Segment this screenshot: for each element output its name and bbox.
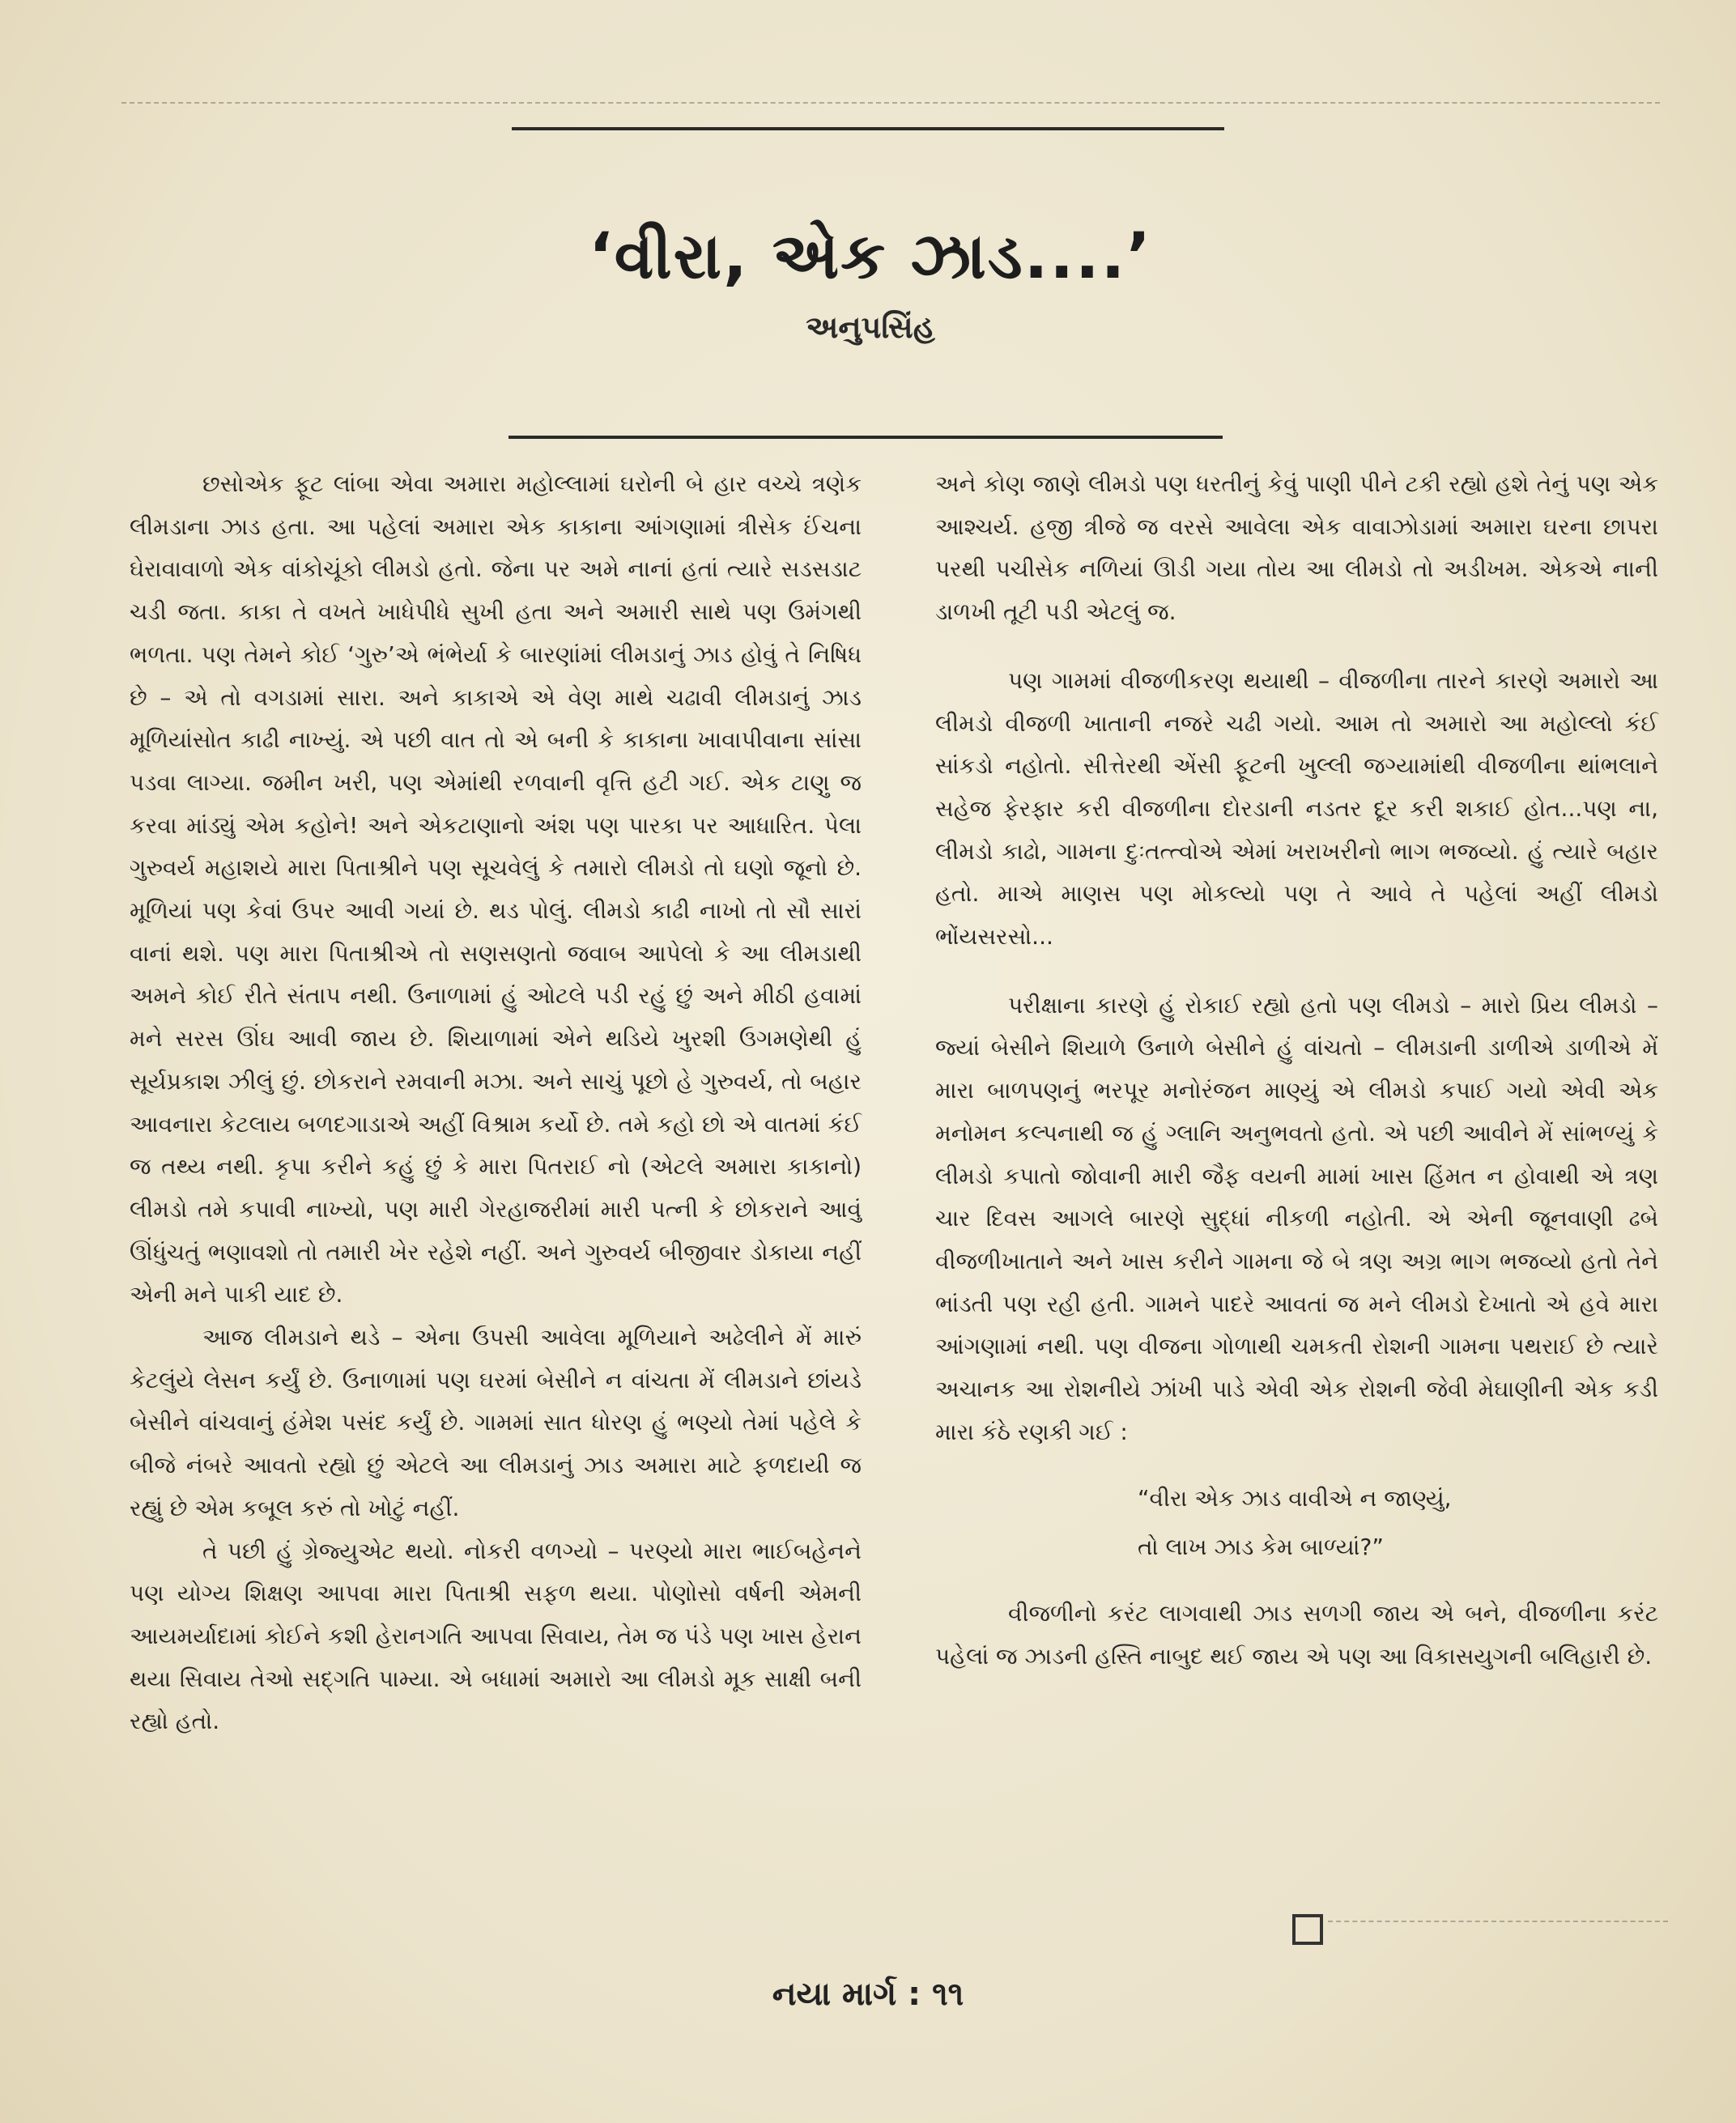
poem-quote <box>1138 1474 1658 1572</box>
poem-line: તો લાખ ઝાડ કેમ બાળ્યાં?” <box>1138 1534 1384 1561</box>
end-mark-box <box>1292 1914 1323 1945</box>
page-footer: નયા માર્ગ : ૧૧ <box>772 1976 964 2013</box>
top-edge-dashes <box>121 102 1660 104</box>
paragraph: છસોએક ફૂટ લાંબા એવા અમારા મહોલ્લામાં ઘરોની બે હાર વચ્ચે ત્રણેક લીમડાના ઝાડ હતા. આ પહેલાં અમારા એક કાકાના આંગણામાં ત્રીસેક ઈંચના ઘેરાવાવાળો એક વાંકોચૂંકો લીમડો હતો. જેના પર અમે નાનાં હતાં ત્યારે સડસડાટ ચડી જતા. કાકા તે વખતે ખાધેપીધે સુખી હતા અને અમારી સાથે પણ ઉમંગથી ભળતા. પણ તેમને કોઈ ‘ગુરુ’એ ભંભેર્યા કે બારણાંમાં લીમડાનું ઝાડ હોવું તે નિષિધ છે – એ તો વગડામાં સારા. અને કાકાએ એ વેણ માથે ચઢાવી લીમડાનું ઝાડ મૂળિયાંસોત કાઢી નાખ્યું. એ પછી વાત તો એ બની કે કાકાના ખાવાપીવાના સાંસા પડવા લાગ્યા. જમીન ખરી, પણ એમાંથી રળવાની વૃત્તિ હટી ગઈ. એક ટાણુ જ કરવા માંડ્યું એમ કહોને! અને એકટાણાનો અંશ પણ પારકા પર આધારિત. પેલા ગુરુવર્ય મહાશયે મારા પિતાશ્રીને પણ સૂચવેલું કે તમારો લીમડો તો ઘણો જૂનો છે. મૂળિયાં પણ કેવાં ઉપર આવી ગયાં છે. થડ પોલું. લીમડો કાઢી નાખો તો સૌ સારાં વાનાં થશે. પણ મારા પિતાશ્રીએ તો સણસણતો જવાબ આપેલો કે આ લીમડાથી અમને કોઈ રીતે સંતાપ નથી. ઉનાળામાં હું ઓટલે પડી રહું છું અને મીઠી હવામાં મને સરસ ઊંઘ આવી જાય છે. શિયાળામાં એને થડિયે ખુરશી ઉગમણેથી હું સૂર્યપ્રકાશ ઝીલું છું. છોકરાને રમવાની મઝા. અને સાચું પૂછો હે ગુરુવર્ય, તો બહાર આવનારા કેટલાય બળદગાડાએ અહીં વિશ્રામ કર્યો છે. તમે કહો છો એ વાતમાં કંઈ જ તથ્ય નથી. કૃપા કરીને કહું છું કે મારા પિતરાઈ નો (એટલે અમારા કાકાનો) લીમડો તમે કપાવી નાખ્યો, પણ મારી ગેરહાજરીમાં મારી પત્ની કે છોકરાને આવું ઊંધુંચતું ભણાવશો તો તમારી ખેર રહેશે નહીં. અને ગુરુવર્ય બીજીવાર ડોકાયા નહીં એની મને પાકી યાદ છે. <box>130 470 862 1308</box>
title-bottom-rule <box>508 436 1223 439</box>
poem-line: “વીરા એક ઝાડ વાવીએ ન જાણ્યું, <box>1138 1485 1452 1512</box>
paragraph: પણ ગામમાં વીજળીકરણ થયાથી – વીજળીના તારને કારણે અમારો આ લીમડો વીજળી ખાતાની નજરે ચઢી ગયો. આમ તો અમારો આ મહોલ્લો કંઈ સાંકડો નહોતો. સીત્તેરથી એંસી ફૂટની ખુલ્લી જગ્યામાંથી વીજળીના થાંભલાને સહેજ ફેરફાર કરી વીજળીના દોરડાની નડતર દૂર કરી શકાઈ હોત...પણ ના, લીમડો કાઢો, ગામના દુઃતત્ત્વોએ એમાં ખરાખરીનો ભાગ ભજવ્યો. હું ત્યારે બહાર હતો. માએ માણસ પણ મોકલ્યો પણ તે આવે તે પહેલાં અહીં લીમડો ભોંયસરસો... <box>935 666 1658 951</box>
paragraph: વીજળીનો કરંટ લાગવાથી ઝાડ સળગી જાય એ બને, વીજળીના કરંટ પહેલાં જ ઝાડની હસ્તિ નાબુદ થઈ જાય એ પણ આ વિકાસયુગની બલિહારી છે. <box>935 1600 1658 1670</box>
paragraph: આજ લીમડાને થડે – એના ઉપસી આવેલા મૂળિયાને અઢેલીને મેં મારું કેટલુંયે લેસન કર્યું છે. ઉનાળામાં પણ ઘરમાં બેસીને ન વાંચતા મેં લીમડાને છાંયડે બેસીને વાંચવાનું હંમેશ પસંદ કર્યું છે. ગામમાં સાત ધોરણ હું ભણ્યો તેમાં પહેલે કે બીજે નંબરે આવતો રહ્યો છું એટલે આ લીમડાનું ઝાડ અમારા માટે ફળદાયી જ રહ્યું છે એમ કબૂલ કરું તો ખોટું નહીં. <box>130 1324 862 1521</box>
left-column <box>130 463 862 1743</box>
paragraph: અને કોણ જાણે લીમડો પણ ધરતીનું કેવું પાણી પીને ટકી રહ્યો હશે તેનું પણ એક આશ્ચર્ય. હજી ત્રીજે જ વરસે આવેલા એક વાવાઝોડામાં અમારા ઘરના છાપરા પરથી પચીસેક નળિયાં ઊડી ગયા તોય આ લીમડો તો અડીખમ. એકએ નાની ડાળખી તૂટી પડી એટલું જ. <box>935 470 1658 626</box>
title-top-rule <box>512 127 1224 130</box>
right-column <box>935 463 1658 1678</box>
article-author: અનુપસિંહ <box>806 309 935 345</box>
bottom-edge-dashes <box>1328 1921 1668 1922</box>
paragraph: તે પછી હું ગ્રેજ્યુએટ થયો. નોકરી વળગ્યો – પરણ્યો મારા ભાઈબહેનને પણ યોગ્ય શિક્ષણ આપવા મારા પિતાશ્રી સફળ થયા. પોણોસો વર્ષની એમની આયમર્યાદામાં કોઈને કશી હેરાનગતિ આપવા સિવાય, તેમ જ પંડે પણ ખાસ હેરાન થયા સિવાય તેઓ સદ્ગતિ પામ્યા. એ બધામાં અમારો આ લીમડો મૂક સાક્ષી બની રહ્યો હતો. <box>130 1537 862 1735</box>
article-title: ‘વીરા, એક ઝાડ....’ <box>589 220 1152 293</box>
paragraph: પરીક્ષાના કારણે હું રોકાઈ રહ્યો હતો પણ લીમડો – મારો પ્રિય લીમડો – જ્યાં બેસીને શિયાળે ઉનાળે બેસીને હું વાંચતો – લીમડાની ડાળીએ ડાળીએ મેં મારા બાળપણનું ભરપૂર મનોરંજન માણ્યું એ લીમડો કપાઈ ગયો એવી એક મનોમન કલ્પનાથી જ હું ગ્લાનિ અનુભવતો હતો. એ પછી આવીને મેં સાંભળ્યું કે લીમડો કપાતો જોવાની મારી જૈફ વયની મામાં ખાસ હિંમત ન હોવાથી એ ત્રણ ચાર દિવસ આગલે બારણે સુદ્ધાં નીકળી નહોતી. એ એની જૂનવાણી ઢબે વીજળીખાતાને અને ખાસ કરીને ગામના જે બે ત્રણ અગ્ર ભાગ ભજવ્યો હતો તેને ભાંડતી પણ રહી હતી. ગામને પાદરે આવતાં જ મને લીમડો દેખાતો એ હવે મારા આંગણામાં નથી. પણ વીજના ગોળાથી ચમકતી રોશની ગામના પથરાઈ છે ત્યારે અચાનક આ રોશનીયે ઝાંખી પાડે એવી એક રોશની જેવી મેઘાણીની એક કડી મારા કંઠે રણકી ગઈ : <box>935 991 1658 1445</box>
